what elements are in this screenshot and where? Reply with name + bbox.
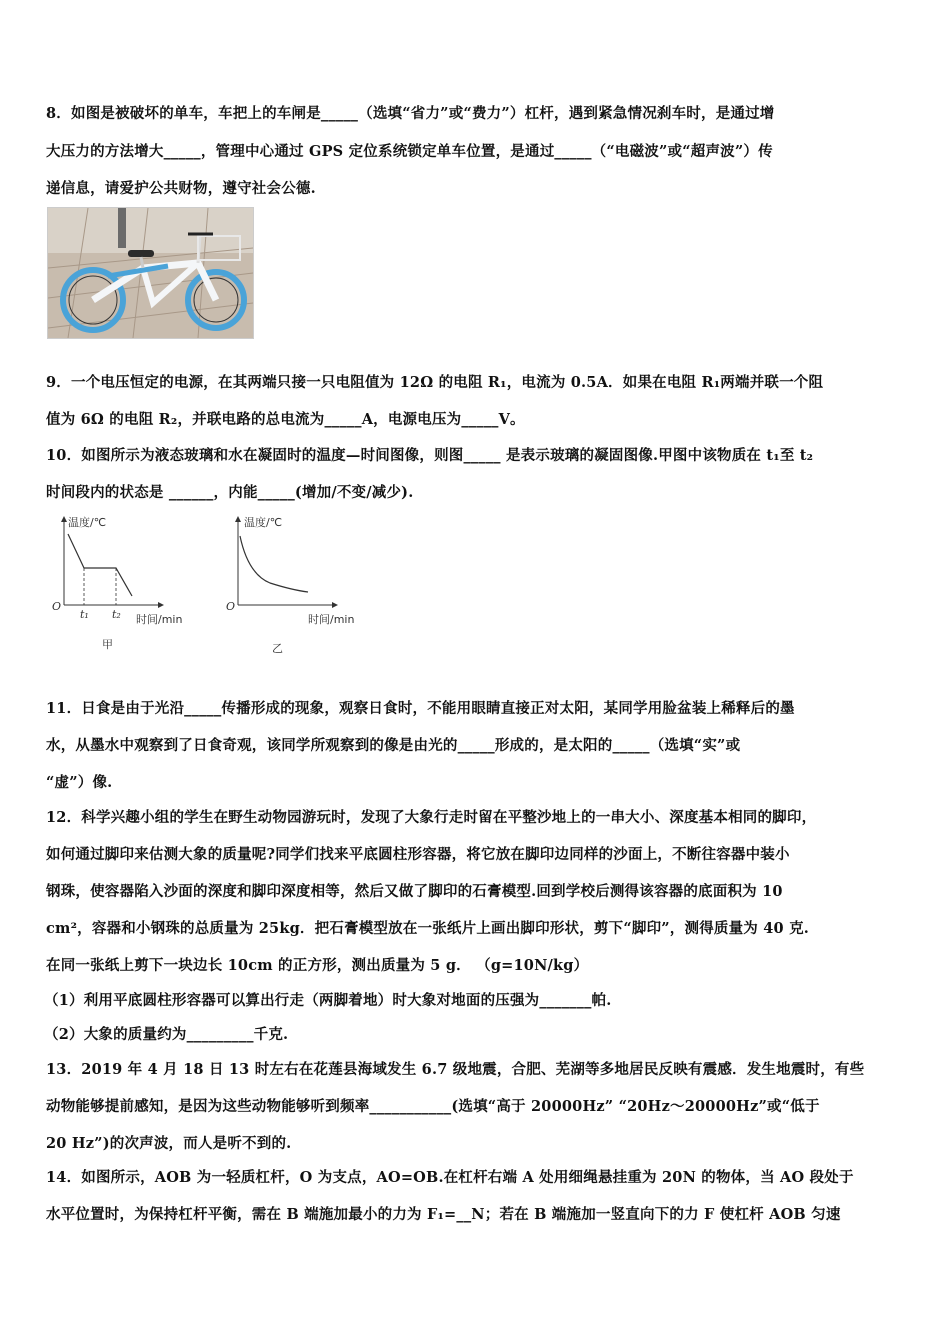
- jia-xlabel: 时间/min: [136, 613, 183, 626]
- q11-line-2: 水，从墨水中观察到了日食奇观，该同学所观察到的像是由光的_____形成的，是太阳的_____（选填“实”或: [46, 737, 741, 754]
- q12-sub-1: （1）利用平底圆柱形容器可以算出行走（两脚着地）时大象对地面的压强为_______帕.: [44, 992, 612, 1009]
- jia-ylabel: 温度/℃: [68, 516, 107, 529]
- q13-line-3: 20 Hz”)的次声波，而人是听不到的.: [46, 1135, 292, 1152]
- q8-line-1: 8．如图是被破坏的单车，车把上的车闸是_____（选填“省力”或“费力”）杠杆，遇到紧急情况刹车时，是通过增: [46, 105, 775, 122]
- q11-line-1: 11．日食是由于光沿_____传播形成的现象，观察日食时，不能用眼睛直接正对太阳，某同学用脸盆装上稀释后的墨: [46, 700, 795, 717]
- jia-t1: t₁: [80, 608, 89, 621]
- q12-line-1: 12．科学兴趣小组的学生在野生动物园游玩时，发现了大象行走时留在平整沙地上的一串大小、深度基本相同的脚印，: [46, 809, 817, 826]
- graph-yi: [222, 510, 372, 660]
- yi-origin: O: [226, 600, 236, 613]
- q13-line-2: 动物能够提前感知，是因为这些动物能够听到频率___________(选填“高于 20000Hz” “20Hz～20000Hz”或“低于: [46, 1098, 820, 1115]
- q8-line-2: 大压力的方法增大_____，管理中心通过 GPS 定位系统锁定单车位置，是通过_____（“电磁波”或“超声波”）传: [46, 143, 773, 160]
- q10-line-1: 10．如图所示为液态玻璃和水在凝固时的温度—时间图像，则图_____ 是表示玻璃的凝固图像.甲图中该物质在 t₁至 t₂: [46, 447, 814, 464]
- q13-line-1: 13．2019 年 4 月 18 日 13 时左右在花莲县海域发生 6.7 级地震，合肥、芜湖等多地居民反映有震感．发生地震时，有些: [46, 1061, 865, 1078]
- q14-line-2: 水平位置时，为保持杠杆平衡，需在 B 端施加最小的力为 F₁=__N；若在 B 端施加一竖直向下的力 F 使杠杆 AOB 匀速: [46, 1206, 841, 1223]
- q10-line-2: 时间段内的状态是 ______，内能_____(增加/不变/减少).: [46, 484, 414, 501]
- yi-xlabel: 时间/min: [308, 613, 355, 626]
- jia-caption: 甲: [102, 638, 113, 651]
- jia-origin: O: [52, 600, 62, 613]
- yi-curve: [240, 536, 308, 592]
- q11-line-3: “虚”）像.: [46, 774, 113, 791]
- yi-ylabel: 温度/℃: [244, 516, 283, 529]
- bike-photo: [47, 207, 254, 339]
- yi-caption: 乙: [272, 642, 283, 655]
- q8-line-3: 递信息，请爱护公共财物，遵守社会公德.: [46, 180, 316, 197]
- q9-line-2: 值为 6Ω 的电阻 R₂，并联电路的总电流为_____A，电源电压为_____V。: [46, 411, 525, 428]
- q12-line-2: 如何通过脚印来估测大象的质量呢?同学们找来平底圆柱形容器，将它放在脚印边同样的沙面上，不断往容器中装小: [46, 846, 790, 863]
- q12-sub-2: （2）大象的质量约为_________千克.: [44, 1026, 289, 1043]
- q14-line-1: 14．如图所示，AOB 为一轻质杠杆，O 为支点，AO=OB.在杠杆右端 A 处用细绳悬挂重为 20N 的物体，当 AO 段处于: [46, 1169, 854, 1186]
- q9-line-1: 9．一个电压恒定的电源，在其两端只接一只电阻值为 12Ω 的电阻 R₁，电流为 0.5A．如果在电阻 R₁两端并联一个阻: [46, 374, 824, 391]
- q12-line-4: cm²，容器和小钢珠的总质量为 25kg．把石膏模型放在一张纸片上画出脚印形状，剪下“脚印”，测得质量为 40 克.: [46, 920, 810, 937]
- graph-jia: [46, 510, 196, 660]
- jia-curve: [68, 534, 132, 596]
- q12-line-3: 钢珠，使容器陷入沙面的深度和脚印深度相等，然后又做了脚印的石膏模型.回到学校后测得该容器的底面积为 10: [46, 883, 783, 900]
- bike-illustration: [48, 208, 253, 338]
- q12-line-5: 在同一张纸上剪下一块边长 10cm 的正方形，测出质量为 5 g． （g=10N/kg）: [46, 957, 589, 974]
- jia-t2: t₂: [112, 608, 121, 621]
